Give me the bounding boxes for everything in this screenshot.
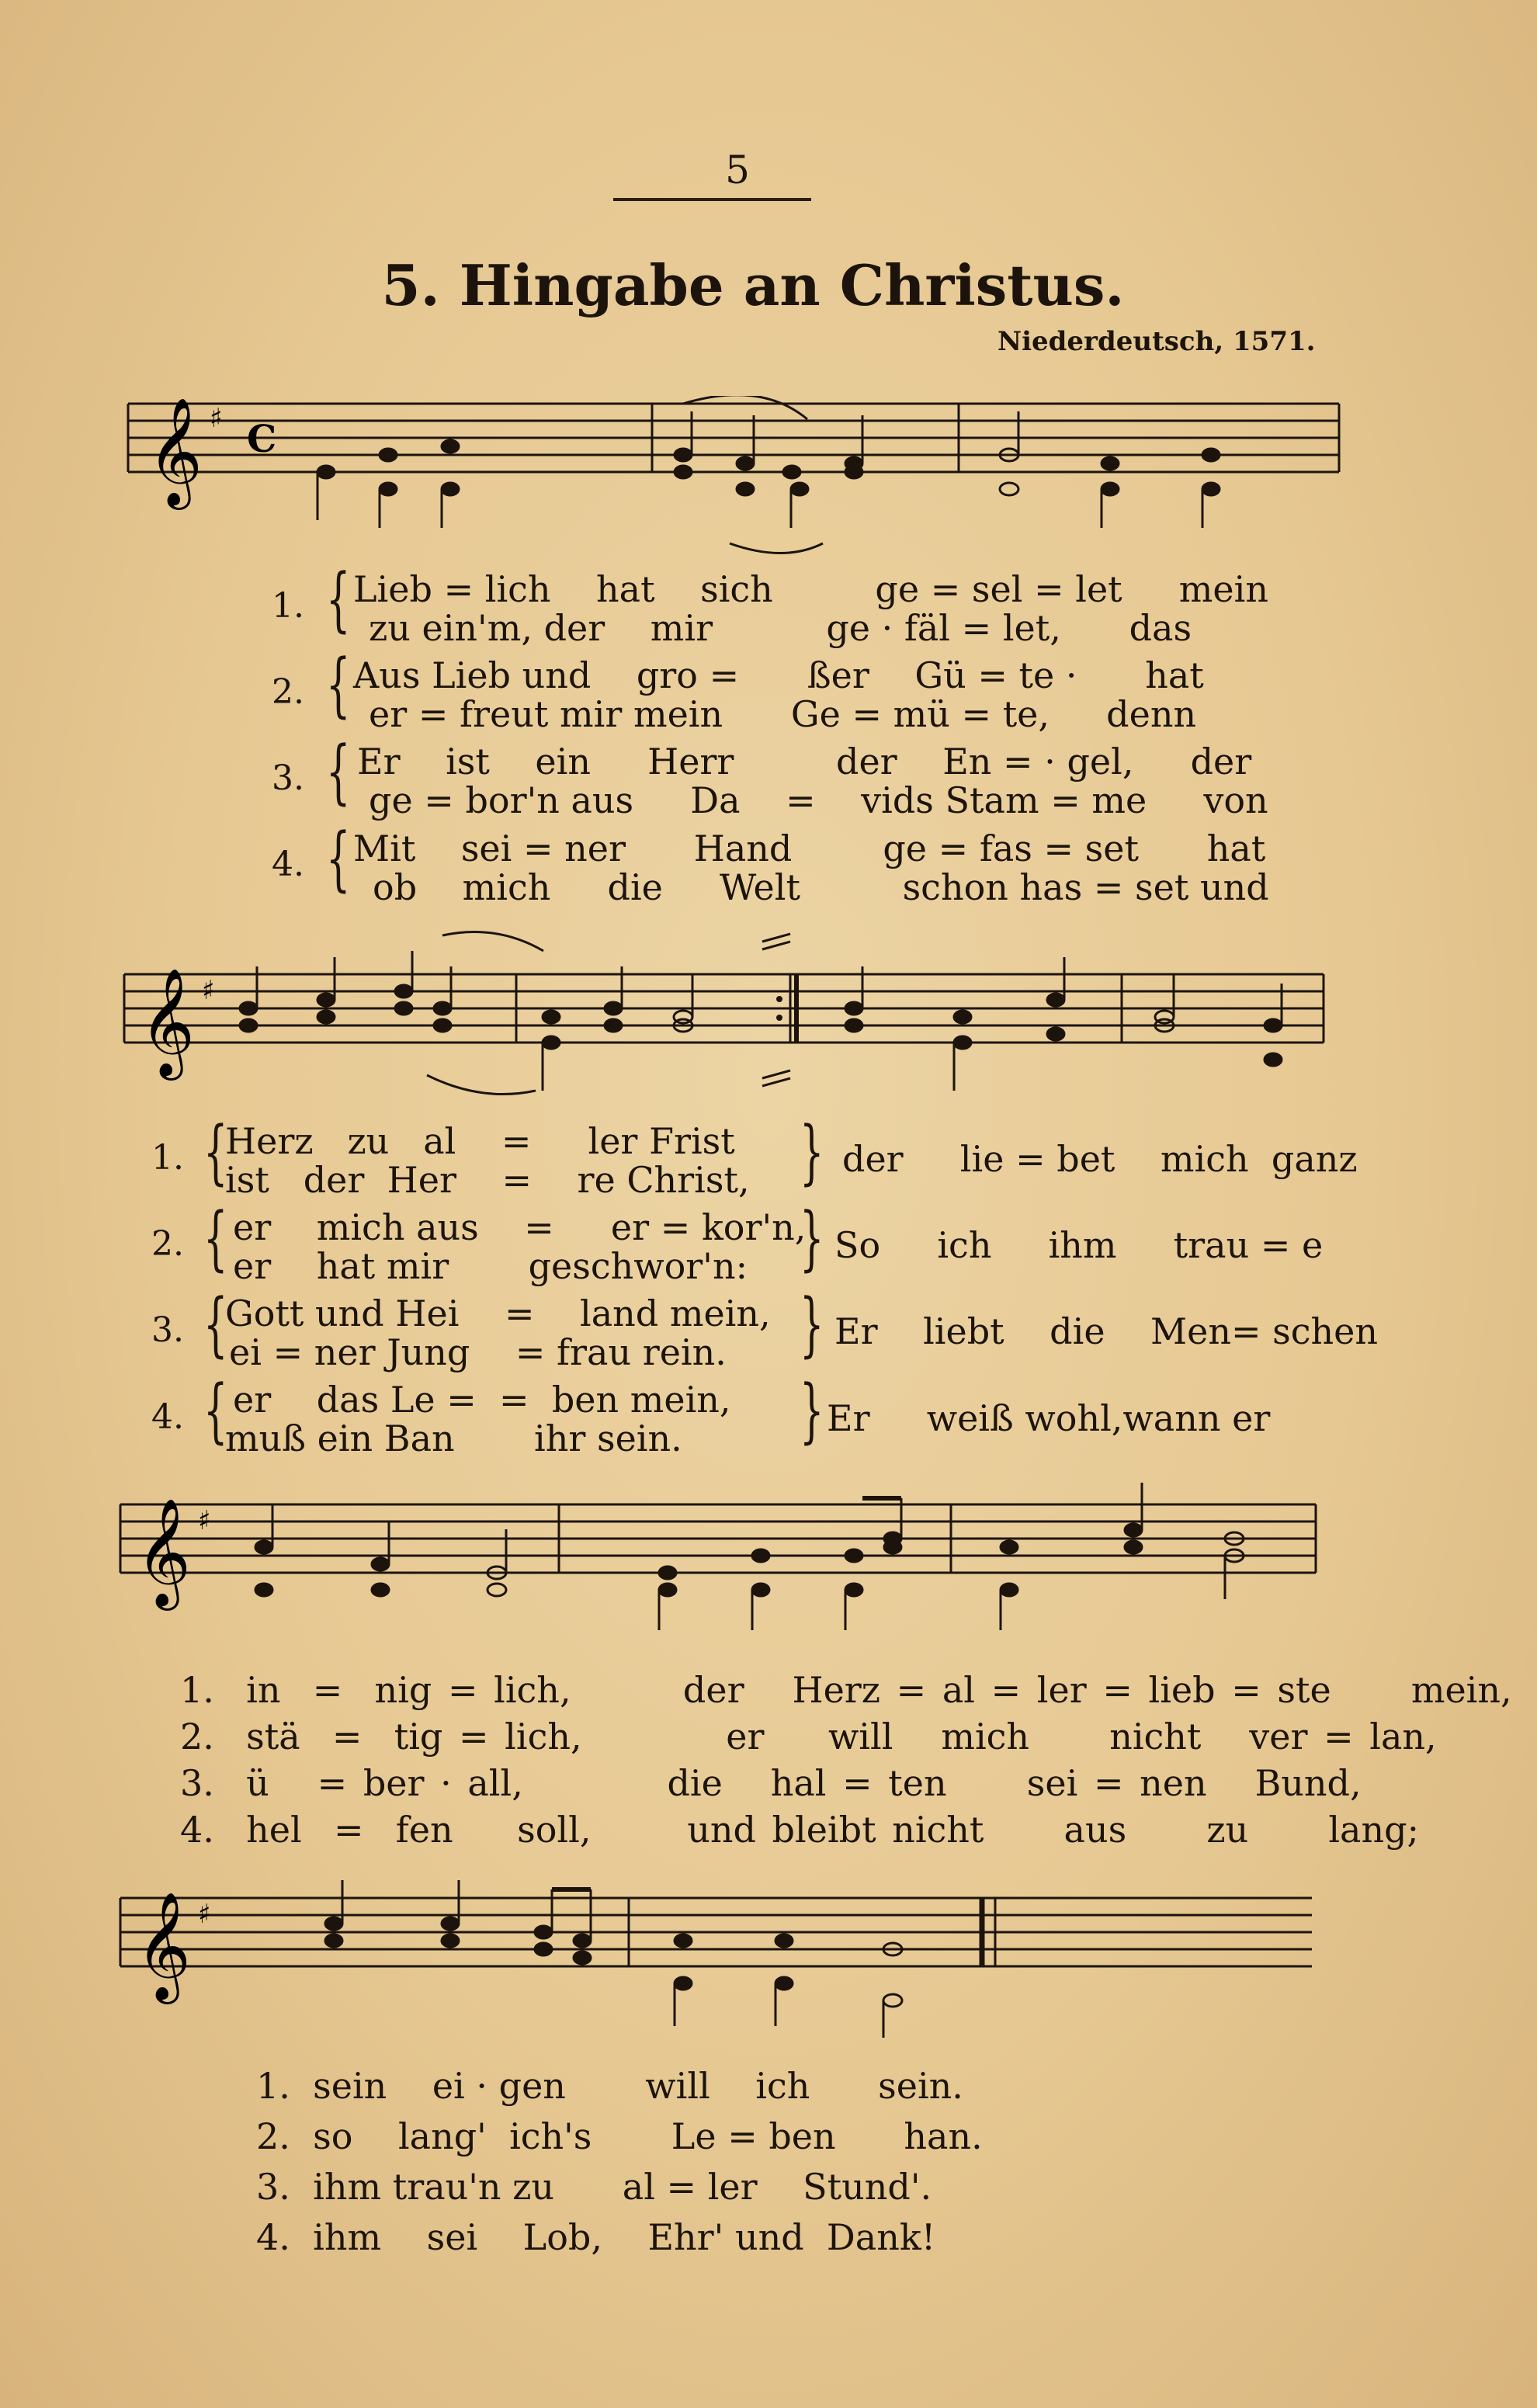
brace: { [326, 559, 351, 640]
treble-clef-icon: 𝄞 [147, 397, 203, 505]
brace: { [326, 731, 351, 813]
lyric-line: 3. ü = ber · all, die hal = ten sei = nen Bund, [180, 1762, 1362, 1804]
treble-clef-icon: 𝄞 [136, 1498, 191, 1606]
lyric-line: 2. so lang' ich's Le = ben han. [256, 2115, 983, 2157]
lyric-line: Gott und Hei = land mein, [225, 1292, 771, 1334]
lyric-line: Herz zu al = ler Frist [225, 1120, 735, 1162]
lyric-line: zu ein'm, der mir ge · fäl = let, das [369, 607, 1192, 649]
svg-text:♯: ♯ [202, 975, 215, 1006]
lyric-line: ob mich die Welt schon has = set und [373, 866, 1269, 908]
music-staff-3 [0, 1467, 1537, 1646]
lyric-line: er mich aus = er = kor'n, [233, 1206, 807, 1248]
hymn-source: Niederdeutsch, 1571. [997, 326, 1316, 357]
lyric-line: er das Le = = ben mein, [233, 1379, 731, 1421]
lyric-line: So ich ihm trau = e [834, 1224, 1324, 1266]
lyric-line: 1. in = nig = lich, der Herz = al = ler = lieb = ste mein, [180, 1669, 1512, 1711]
closing-brace: } [800, 1112, 824, 1193]
svg-text:C: C [247, 418, 277, 461]
verse-number: 4. [272, 845, 304, 884]
verse-number: 4. [151, 1397, 184, 1437]
closing-brace: } [800, 1284, 824, 1365]
lyric-line: Er liebt die Men= schen [834, 1310, 1379, 1352]
brace: { [203, 1284, 228, 1365]
svg-text:♯: ♯ [210, 403, 223, 434]
verse-number: 1. [151, 1138, 184, 1178]
brace: { [203, 1198, 228, 1279]
lyric-line: Lieb = lich hat sich ge = sel = let mein [353, 568, 1268, 610]
lyric-line: er = freut mir mein Ge = mü = te, denn [369, 693, 1197, 735]
page-number: 5 [725, 147, 750, 193]
lyric-line: Er ist ein Herr der En = · gel, der [357, 741, 1252, 782]
lyric-line: 3. ihm trau'n zu al = ler Stund'. [256, 2166, 932, 2208]
verse-number: 2. [151, 1224, 184, 1264]
music-staff-4 [0, 1863, 1537, 2042]
music-staff-2 [0, 928, 1537, 1106]
lyric-line: 2. stä = tig = lich, er will mich nicht ver = lan, [180, 1716, 1437, 1757]
lyric-line: 4. hel = fen soll, und bleibt nicht aus zu lang; [180, 1809, 1420, 1851]
lyric-line: er hat mir geschwor'n: [233, 1245, 748, 1287]
lyric-line: muß ein Ban ihr sein. [225, 1417, 682, 1459]
verse-number: 3. [272, 758, 304, 798]
lyric-line: Er weiß wohl,wann er [827, 1397, 1271, 1439]
closing-brace: } [800, 1370, 824, 1452]
closing-brace: } [800, 1198, 824, 1279]
page-number-rule [613, 198, 811, 201]
lyric-line: ge = bor'n aus Da = vids Stam = me von [369, 779, 1268, 821]
brace: { [326, 644, 351, 726]
treble-clef-icon: 𝄞 [136, 1892, 191, 2000]
lyric-line: Aus Lieb und gro = ßer Gü = te · hat [353, 654, 1204, 696]
lyric-line: Mit sei = ner Hand ge = fas = set hat [353, 828, 1266, 869]
verse-number: 1. [272, 586, 304, 626]
hymn-title: 5. Hingabe an Christus. [381, 252, 1125, 318]
lyric-line: der lie = bet mich ganz [842, 1138, 1358, 1180]
brace: { [203, 1370, 228, 1452]
lyric-line: 1. sein ei · gen will ich sein. [256, 2065, 963, 2107]
brace: { [203, 1112, 228, 1193]
verse-number: 3. [151, 1310, 184, 1350]
lyric-line: ei = ner Jung = frau rein. [229, 1331, 727, 1373]
treble-clef-icon: 𝄞 [140, 968, 195, 1076]
lyric-line: 4. ihm sei Lob, Ehr' und Dank! [256, 2216, 936, 2258]
verse-number: 2. [272, 672, 304, 712]
music-staff-1 [0, 396, 1537, 574]
svg-text:♯: ♯ [198, 1899, 211, 1930]
brace: { [326, 818, 351, 900]
svg-text:♯: ♯ [198, 1505, 211, 1536]
lyric-line: ist der Her = re Christ, [225, 1159, 750, 1201]
